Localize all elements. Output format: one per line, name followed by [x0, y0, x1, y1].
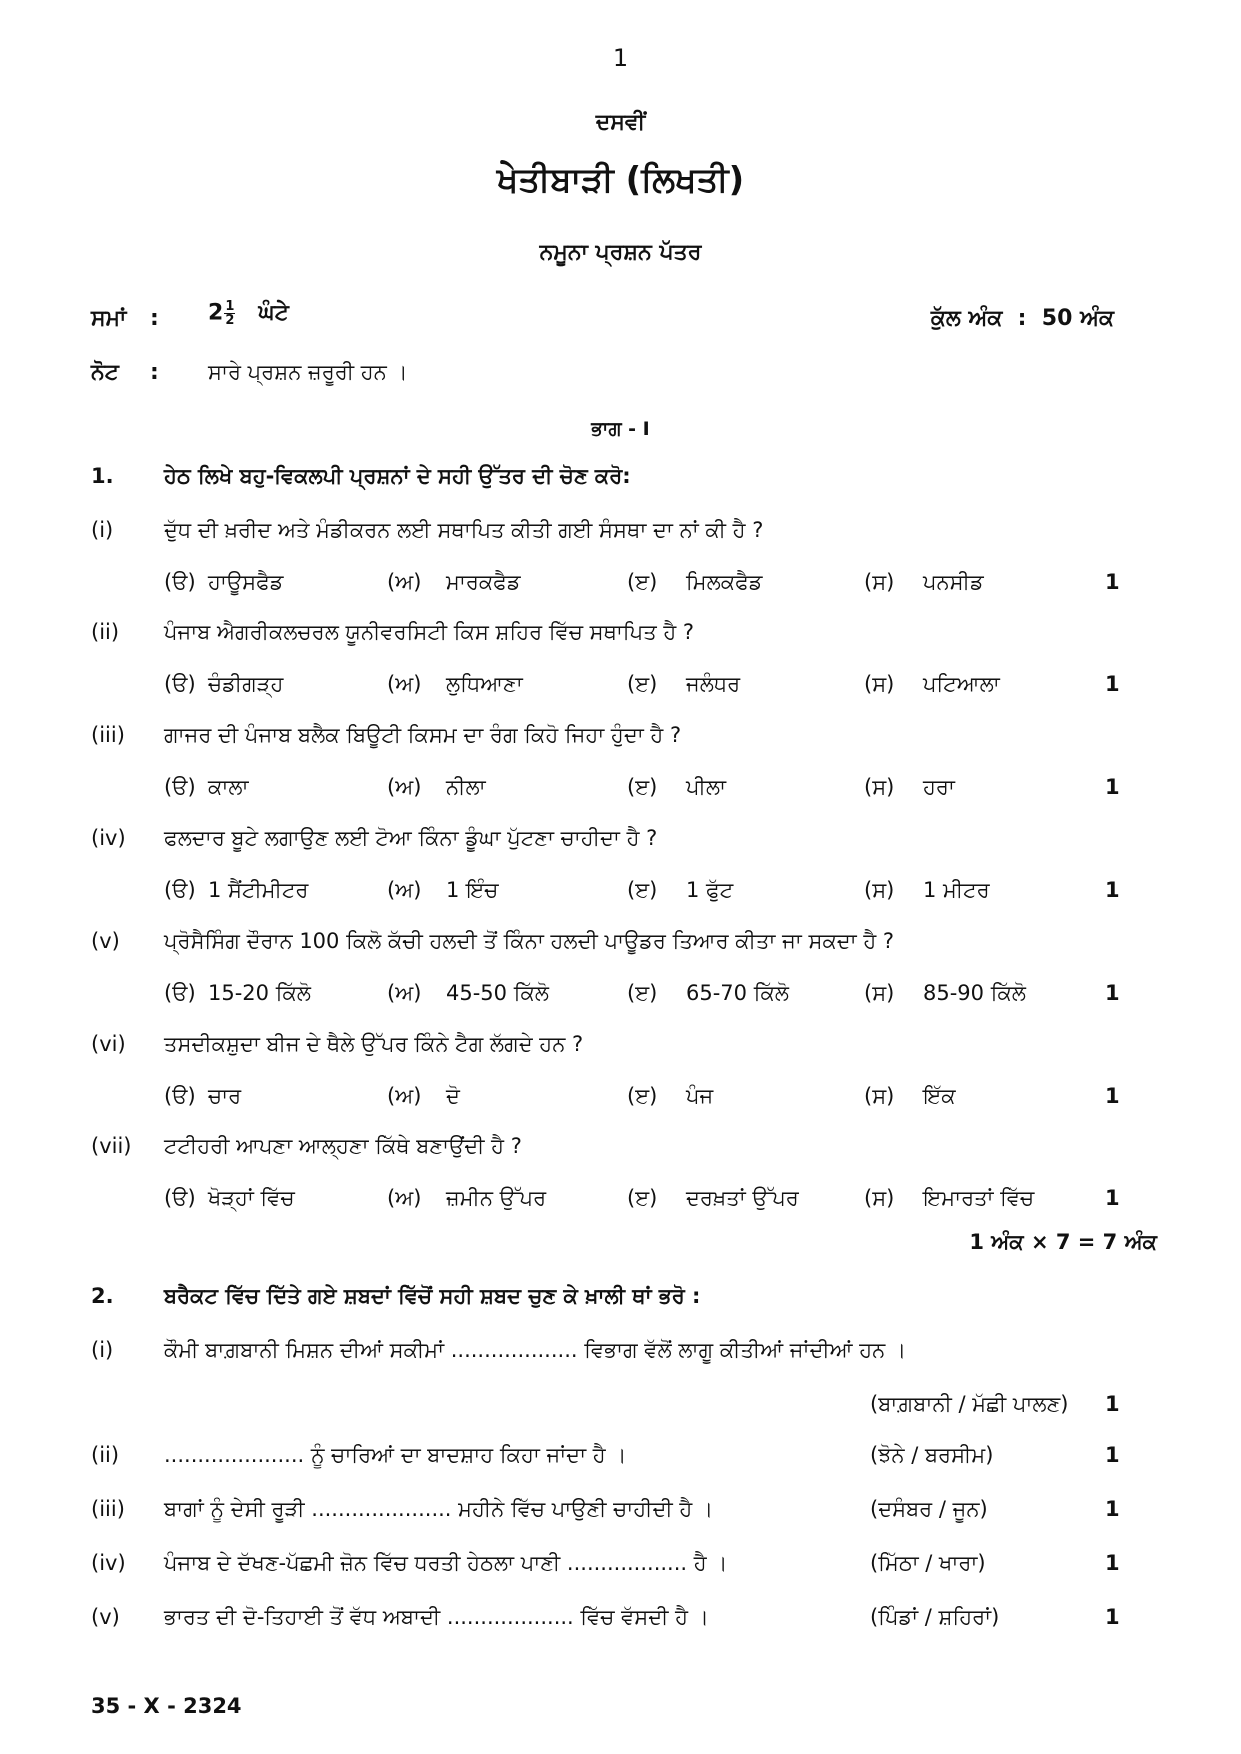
- option-text: 15-20 ਕਿੱਲੋ: [208, 981, 311, 1005]
- q2-item: [0, 1497, 1241, 1533]
- q1-total: 1 ਅੰਕ × 7 = 7 ਅੰਕ: [969, 1230, 1157, 1254]
- marks: 1: [1105, 1551, 1120, 1575]
- marks: 1: [1105, 1605, 1120, 1629]
- option-text: ਮਾਰਕਫੈਡ: [446, 570, 521, 594]
- q1-item-text: ਫਲਦਾਰ ਬੂਟੇ ਲਗਾਉਣ ਲਈ ਟੋਆ ਕਿੰਨਾ ਡੂੰਘਾ ਪੁੱਟਣਾ ਚਾਹੀਦਾ ਹੈ ?: [164, 826, 658, 850]
- q1-options-row: [0, 570, 1241, 606]
- marks: 1: [1105, 672, 1120, 696]
- note-colon: :: [150, 360, 159, 385]
- option-letter: (ੳ): [164, 672, 196, 696]
- q1-options-row: [0, 1186, 1241, 1222]
- q1-header: [0, 464, 1241, 500]
- q2-header: [0, 1284, 1241, 1320]
- option-text: ਪੀਲਾ: [686, 775, 727, 799]
- option-text: 1 ਮੀਟਰ: [923, 878, 990, 902]
- option-text: ਜਲੰਧਰ: [686, 672, 741, 696]
- q1-number: 1.: [91, 464, 114, 488]
- option-letter: (ਸ): [864, 570, 895, 594]
- bracket-choices: (ਮਿੱਠਾ / ਖਾਰਾ): [870, 1551, 986, 1575]
- option-text: ਪਟਿਆਲਾ: [923, 672, 1000, 696]
- q2-instruction: ਬਰੈਕਟ ਵਿੱਚ ਦਿੱਤੇ ਗਏ ਸ਼ਬਦਾਂ ਵਿੱਚੋਂ ਸਹੀ ਸ਼ਬਦ ਚੁਣ ਕੇ ਖ਼ਾਲੀ ਥਾਂ ਭਰੋ :: [164, 1284, 701, 1308]
- option-text: 1 ਫੁੱਟ: [686, 878, 734, 902]
- q2-item-number: (ii): [91, 1443, 120, 1467]
- paper-type: ਨਮੂਨਾ ਪ੍ਰਸ਼ਨ ਪੱਤਰ: [539, 240, 702, 265]
- bracket-choices: (ਪਿੰਡਾਂ / ਸ਼ਹਿਰਾਂ): [870, 1605, 1000, 1629]
- marks: 1: [1105, 1497, 1120, 1521]
- q2-item: [0, 1551, 1241, 1587]
- option-text: ਹਰਾ: [923, 775, 955, 799]
- option-text: ਖੋੜ੍ਹਾਂ ਵਿੱਚ: [208, 1186, 295, 1210]
- q2-item-number: (iv): [91, 1551, 126, 1575]
- section-label: ਭਾਗ - I: [591, 418, 650, 440]
- q2-item-number: (i): [91, 1338, 114, 1362]
- bracket-choices: (ਦਸੰਬਰ / ਜੂਨ): [870, 1497, 988, 1521]
- option-text: ਹਾਊਸਫੈਡ: [208, 570, 284, 594]
- q1-item: [0, 826, 1241, 862]
- option-text: ਦਰਖ਼ਤਾਂ ਉੱਪਰ: [686, 1186, 799, 1210]
- option-text: 85-90 ਕਿੱਲੋ: [923, 981, 1026, 1005]
- option-letter: (ੳ): [164, 570, 196, 594]
- time-label: ਸਮਾਂ: [91, 306, 127, 331]
- marks: 1: [1105, 775, 1120, 799]
- q1-item-text: ਟਟੀਹਰੀ ਆਪਣਾ ਆਲ੍ਹਣਾ ਕਿੱਥੇ ਬਣਾਉਂਦੀ ਹੈ ?: [164, 1134, 522, 1158]
- q2-item-text: ਪੰਜਾਬ ਦੇ ਦੱਖਣ-ਪੱਛਮੀ ਜ਼ੋਨ ਵਿੱਚ ਧਰਤੀ ਹੇਠਲਾ ਪਾਣੀ .................. ਹੈ ।: [164, 1551, 728, 1575]
- option-text: 65-70 ਕਿੱਲੋ: [686, 981, 789, 1005]
- option-text: ਦੋ: [446, 1084, 460, 1108]
- bracket-choices: (ਬਾਗ਼ਬਾਨੀ / ਮੱਛੀ ਪਾਲਣ): [870, 1392, 1069, 1416]
- time-value: [208, 300, 289, 327]
- option-letter: (ਸ): [864, 1186, 895, 1210]
- q1-total-row: [0, 1230, 1241, 1266]
- q1-options-row: [0, 775, 1241, 811]
- q1-options-row: [0, 1084, 1241, 1120]
- time-whole: 2: [208, 300, 224, 326]
- q1-item-number: (vi): [91, 1032, 126, 1056]
- q2-item: [0, 1605, 1241, 1641]
- q1-options-row: [0, 981, 1241, 1017]
- q1-instruction: ਹੇਠ ਲਿਖੇ ਬਹੁ-ਵਿਕਲਪੀ ਪ੍ਰਸ਼ਨਾਂ ਦੇ ਸਹੀ ਉੱਤਰ ਦੀ ਚੋਣ ਕਰੋ:: [164, 464, 631, 488]
- q1-item: [0, 518, 1241, 554]
- option-letter: (ਅ): [387, 1084, 422, 1108]
- q2-item: [0, 1338, 1241, 1416]
- option-text: ਜ਼ਮੀਨ ਉੱਪਰ: [446, 1186, 547, 1210]
- marks: 1: [1105, 570, 1120, 594]
- marks: 1: [1105, 878, 1120, 902]
- option-letter: (ੲ): [627, 981, 658, 1005]
- time-colon: :: [150, 306, 159, 331]
- option-text: 45-50 ਕਿੱਲੋ: [446, 981, 549, 1005]
- class-label: ਦਸਵੀਂ: [595, 110, 646, 135]
- q1-item-number: (i): [91, 518, 114, 542]
- marks: 1: [1105, 1392, 1120, 1416]
- option-letter: (ਅ): [387, 1186, 422, 1210]
- q1-options-row: [0, 672, 1241, 708]
- option-text: ਪੰਜ: [686, 1084, 714, 1108]
- q1-item-text: ਪ੍ਰੋਸੈਸਿੰਗ ਦੌਰਾਨ 100 ਕਿਲੋ ਕੱਚੀ ਹਲਦੀ ਤੋਂ ਕਿੰਨਾ ਹਲਦੀ ਪਾਊਡਰ ਤਿਆਰ ਕੀਤਾ ਜਾ ਸਕਦਾ ਹੈ ?: [164, 929, 895, 953]
- option-text: ਲੁਧਿਆਣਾ: [446, 672, 523, 696]
- time-fraction-numerator: 1: [225, 299, 235, 314]
- option-text: ਪਨਸੀਡ: [923, 570, 984, 594]
- q1-item: [0, 620, 1241, 656]
- time-fraction-denominator: 2: [225, 313, 235, 328]
- option-letter: (ੲ): [627, 672, 658, 696]
- option-text: ਚੰਡੀਗੜ੍ਹ: [208, 672, 284, 696]
- option-letter: (ੳ): [164, 878, 196, 902]
- q1-item-text: ਗਾਜਰ ਦੀ ਪੰਜਾਬ ਬਲੈਕ ਬਿਊਟੀ ਕਿਸਮ ਦਾ ਰੰਗ ਕਿਹੋ ਜਿਹਾ ਹੁੰਦਾ ਹੈ ?: [164, 723, 682, 747]
- option-text: ਮਿਲਕਫੈਡ: [686, 570, 763, 594]
- q1-item: [0, 723, 1241, 759]
- option-text: 1 ਸੈਂਟੀਮੀਟਰ: [208, 878, 309, 902]
- marks: 1: [1105, 1443, 1120, 1467]
- q2-item-text: ..................... ਨੂੰ ਚਾਰਿਆਂ ਦਾ ਬਾਦਸ਼ਾਹ ਕਿਹਾ ਜਾਂਦਾ ਹੈ ।: [164, 1443, 627, 1467]
- option-letter: (ਸ): [864, 1084, 895, 1108]
- option-text: ਕਾਲਾ: [208, 775, 249, 799]
- note-label: ਨੋਟ: [91, 360, 119, 385]
- q2-item-text: ਭਾਰਤ ਦੀ ਦੋ-ਤਿਹਾਈ ਤੋਂ ਵੱਧ ਅਬਾਦੀ ................... ਵਿੱਚ ਵੱਸਦੀ ਹੈ ।: [164, 1605, 709, 1629]
- q2-number: 2.: [91, 1284, 114, 1308]
- q1-item-text: ਦੁੱਧ ਦੀ ਖ਼ਰੀਦ ਅਤੇ ਮੰਡੀਕਰਨ ਲਈ ਸਥਾਪਿਤ ਕੀਤੀ ਗਈ ਸੰਸਥਾ ਦਾ ਨਾਂ ਕੀ ਹੈ ?: [164, 518, 764, 542]
- q1-item-number: (ii): [91, 620, 120, 644]
- option-letter: (ੳ): [164, 775, 196, 799]
- bracket-choices: (ਝੋਨੇ / ਬਰਸੀਮ): [870, 1443, 994, 1467]
- option-letter: (ਅ): [387, 672, 422, 696]
- page-number: 1: [612, 44, 629, 72]
- q1-item-number: (iv): [91, 826, 126, 850]
- note-text: ਸਾਰੇ ਪ੍ਰਸ਼ਨ ਜ਼ਰੂਰੀ ਹਨ ।: [208, 360, 408, 384]
- q2-item-number: (v): [91, 1605, 120, 1629]
- q1-item: [0, 1032, 1241, 1068]
- option-text: ਇੱਕ: [923, 1084, 956, 1108]
- option-letter: (ੳ): [164, 1084, 196, 1108]
- q2-item: [0, 1443, 1241, 1479]
- option-letter: (ਸ): [864, 878, 895, 902]
- footer-code: 35 - X - 2324: [91, 1694, 242, 1718]
- option-text: ਚਾਰ: [208, 1084, 242, 1108]
- option-letter: (ਅ): [387, 570, 422, 594]
- option-letter: (ੲ): [627, 878, 658, 902]
- time-unit: ਘੰਟੇ: [258, 300, 289, 326]
- option-letter: (ੳ): [164, 1186, 196, 1210]
- q1-item-text: ਪੰਜਾਬ ਐਗਰੀਕਲਚਰਲ ਯੂਨੀਵਰਸਿਟੀ ਕਿਸ ਸ਼ਹਿਰ ਵਿੱਚ ਸਥਾਪਿਤ ਹੈ ?: [164, 620, 695, 644]
- q1-item: [0, 929, 1241, 965]
- option-letter: (ਸ): [864, 981, 895, 1005]
- q1-item-number: (iii): [91, 723, 125, 747]
- option-letter: (ੳ): [164, 981, 196, 1005]
- q1-item-text: ਤਸਦੀਕਸ਼ੁਦਾ ਬੀਜ ਦੇ ਥੈਲੇ ਉੱਪਰ ਕਿੰਨੇ ਟੈਗ ਲੱਗਦੇ ਹਨ ?: [164, 1032, 584, 1056]
- q2-item-text: ਬਾਗਾਂ ਨੂੰ ਦੇਸੀ ਰੂੜੀ ..................... ਮਹੀਨੇ ਵਿੱਚ ਪਾਉਣੀ ਚਾਹੀਦੀ ਹੈ ।: [164, 1497, 714, 1521]
- option-letter: (ਅ): [387, 981, 422, 1005]
- q2-item-text: ਕੌਮੀ ਬਾਗ਼ਬਾਨੀ ਮਿਸ਼ਨ ਦੀਆਂ ਸਕੀਮਾਂ ................... ਵਿਭਾਗ ਵੱਲੋਂ ਲਾਗੂ ਕੀਤੀਆਂ ਜਾਂਦੀਆਂ ਹਨ ।: [164, 1338, 907, 1362]
- option-letter: (ੲ): [627, 775, 658, 799]
- option-text: ਇਮਾਰਤਾਂ ਵਿੱਚ: [923, 1186, 1035, 1210]
- option-letter: (ਅ): [387, 878, 422, 902]
- option-letter: (ੲ): [627, 1084, 658, 1108]
- subject-title: ਖੇਤੀਬਾੜੀ (ਲਿਖਤੀ): [496, 160, 745, 200]
- marks: 1: [1105, 1084, 1120, 1108]
- total-marks: ਕੁੱਲ ਅੰਕ : 50 ਅੰਕ: [930, 306, 1114, 331]
- option-letter: (ਸ): [864, 672, 895, 696]
- q1-item: [0, 1134, 1241, 1170]
- time-fraction: [224, 300, 235, 327]
- marks: 1: [1105, 1186, 1120, 1210]
- marks: 1: [1105, 981, 1120, 1005]
- option-letter: (ਅ): [387, 775, 422, 799]
- q2-item-number: (iii): [91, 1497, 125, 1521]
- q1-options-row: [0, 878, 1241, 914]
- option-letter: (ੲ): [627, 570, 658, 594]
- q1-item-number: (vii): [91, 1134, 132, 1158]
- option-text: ਨੀਲਾ: [446, 775, 486, 799]
- option-text: 1 ਇੰਚ: [446, 878, 499, 902]
- option-letter: (ਸ): [864, 775, 895, 799]
- q1-item-number: (v): [91, 929, 120, 953]
- option-letter: (ੲ): [627, 1186, 658, 1210]
